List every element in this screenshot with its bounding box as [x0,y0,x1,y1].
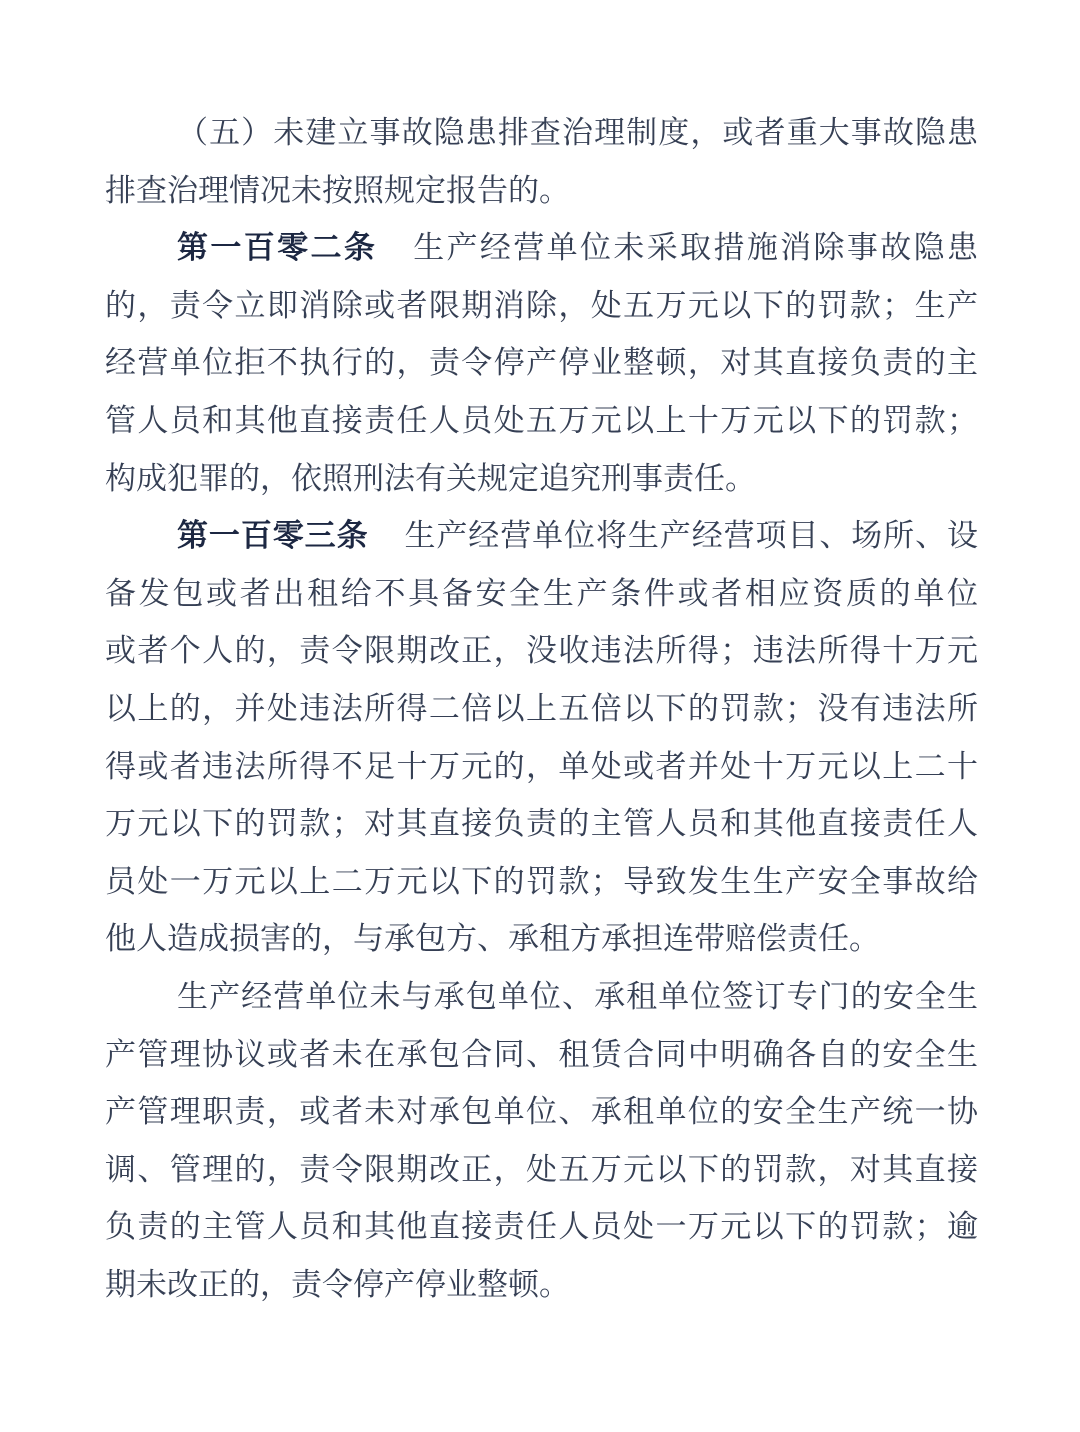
text-line: 员处一万元以上二万元以下的罚款；导致发生生产安全事故给 [105,863,978,899]
text-line: 经营单位拒不执行的，责令停产停业整顿，对其直接负责的主 [105,345,978,381]
text-line: 管人员和其他直接责任人员处五万元以上十万元以下的罚款； [105,402,978,438]
article-text: 生产经营单位未采取措施消除事故隐患 [413,230,978,266]
text-line: （五）未建立事故隐患排查治理制度，或者重大事故隐患 [177,115,978,150]
text-line-article-102 [105,219,978,277]
text-line: 或者个人的，责令限期改正，没收违法所得；违法所得十万元 [105,633,978,669]
article-text: 生产经营单位将生产经营项目、场所、设 [404,518,978,554]
text-line: 的，责令立即消除或者限期消除，处五万元以下的罚款；生产 [105,287,978,323]
text-line: 得或者违法所得不足十万元的，单处或者并处十万元以上二十 [105,748,978,784]
text-line: 他人造成损害的，与承包方、承租方承担连带赔偿责任。 [105,921,880,957]
text-line: 构成犯罪的，依照刑法有关规定追究刑事责任。 [105,460,756,496]
text-line: 排查治理情况未按照规定报告的。 [105,172,570,208]
text-line: 调、管理的，责令限期改正，处五万元以下的罚款，对其直接 [105,1151,978,1187]
text-line: 负责的主管人员和其他直接责任人员处一万元以下的罚款；逾 [105,1209,978,1245]
text-line: 备发包或者出租给不具备安全生产条件或者相应资质的单位 [105,575,978,611]
text-line: 产管理协议或者未在承包合同、租赁合同中明确各自的安全生 [105,1036,978,1072]
text-line: 万元以下的罚款；对其直接负责的主管人员和其他直接责任人 [105,806,978,842]
text-line: 以上的，并处违法所得二倍以上五倍以下的罚款；没有违法所 [105,690,978,726]
article-number: 第一百零三条 [177,518,369,554]
text-line-article-103 [105,507,978,565]
text-line: 生产经营单位未与承包单位、承租单位签订专门的安全生 [177,978,978,1014]
article-number: 第一百零二条 [177,230,378,266]
text-line: 期未改正的，责令停产停业整顿。 [105,1266,570,1302]
text-line: 产管理职责，或者未对承包单位、承租单位的安全生产统一协 [105,1094,978,1130]
